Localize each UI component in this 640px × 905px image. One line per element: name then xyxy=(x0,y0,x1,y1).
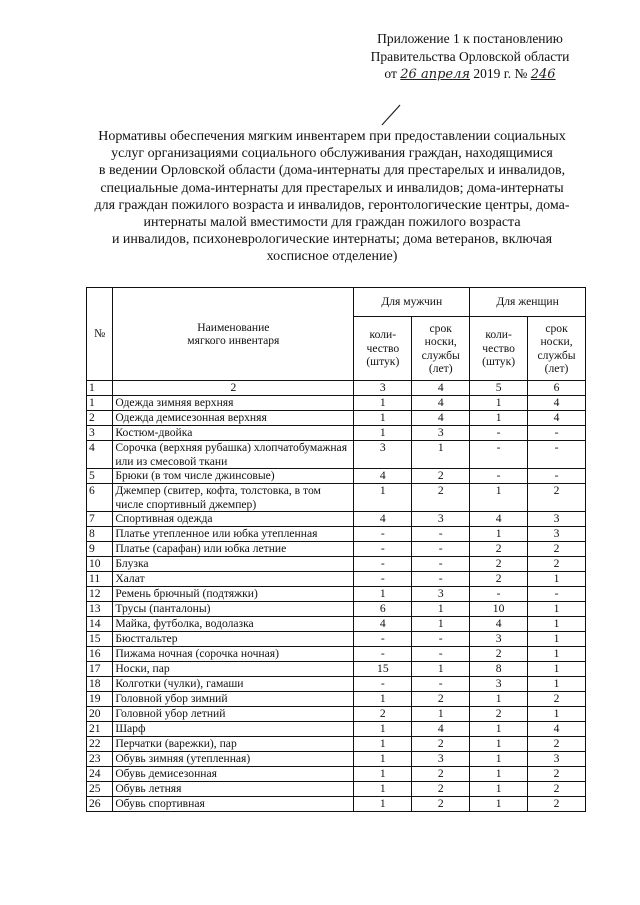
men-quantity: 1 xyxy=(354,767,412,782)
women-term: 2 xyxy=(528,557,586,572)
number-handwritten: 246 xyxy=(530,67,556,82)
row-number: 4 xyxy=(87,441,113,469)
men-term: 1 xyxy=(412,602,470,617)
table-row xyxy=(87,396,586,411)
item-name: Бюстгальтер xyxy=(113,632,354,647)
column-index-cell: 1 xyxy=(87,381,113,396)
title-line: хосписное отделение) xyxy=(266,249,398,265)
column-index-cell: 3 xyxy=(354,381,412,396)
women-term: 3 xyxy=(528,512,586,527)
table-row xyxy=(87,707,586,722)
women-quantity: 1 xyxy=(470,527,528,542)
row-number: 14 xyxy=(87,617,113,632)
row-number: 17 xyxy=(87,662,113,677)
item-name: Брюки (в том числе джинсовые) xyxy=(113,469,354,484)
men-quantity: - xyxy=(354,647,412,662)
row-number: 26 xyxy=(87,797,113,812)
norms-table xyxy=(86,287,586,812)
item-name: Одежда зимняя верхняя xyxy=(113,396,354,411)
header-men-term: срок носки, службы (лет) xyxy=(412,317,470,381)
women-quantity: 1 xyxy=(470,484,528,512)
men-term: 1 xyxy=(412,617,470,632)
men-term: 3 xyxy=(412,426,470,441)
title-line: Нормативы обеспечения мягким инвентарем при предоставлении социальных xyxy=(98,129,566,144)
table-row xyxy=(87,797,586,812)
date-year: 2019 г. № xyxy=(473,66,528,81)
item-name: Платье утепленное или юбка утепленная xyxy=(113,527,354,542)
men-term: - xyxy=(412,572,470,587)
row-number: 1 xyxy=(87,396,113,411)
women-quantity: 1 xyxy=(470,722,528,737)
women-term: 2 xyxy=(528,542,586,557)
row-number: 23 xyxy=(87,752,113,767)
item-name: Сорочка (верхняя рубашка) хлопчатобумажная или из смесовой ткани xyxy=(113,441,354,469)
men-term: - xyxy=(412,647,470,662)
men-term: 2 xyxy=(412,782,470,797)
women-quantity: - xyxy=(470,441,528,469)
women-quantity: 8 xyxy=(470,662,528,677)
men-term: 4 xyxy=(412,722,470,737)
title-line: для граждан пожилого возраста и инвалидов, геронтологические центры, дома- xyxy=(94,197,570,213)
women-term: 1 xyxy=(528,647,586,662)
title-line: специальные дома-интернаты для престарелых и инвалидов; дома-интернаты xyxy=(100,180,564,196)
women-term: 2 xyxy=(528,737,586,752)
appendix-header xyxy=(340,30,600,84)
column-index-cell: 5 xyxy=(470,381,528,396)
women-quantity: 10 xyxy=(470,602,528,617)
row-number: 15 xyxy=(87,632,113,647)
row-number: 3 xyxy=(87,426,113,441)
item-name: Одежда демисезонная верхняя xyxy=(113,411,354,426)
men-quantity: 15 xyxy=(354,662,412,677)
men-term: 3 xyxy=(412,512,470,527)
item-name: Джемпер (свитер, кофта, толстовка, в том числе спортивный джемпер) xyxy=(113,484,354,512)
men-quantity: 1 xyxy=(354,692,412,707)
women-term: 1 xyxy=(528,617,586,632)
women-quantity: 2 xyxy=(470,647,528,662)
women-quantity: 1 xyxy=(470,782,528,797)
men-term: 2 xyxy=(412,797,470,812)
men-term: 4 xyxy=(412,411,470,426)
row-number: 12 xyxy=(87,587,113,602)
header-num: № xyxy=(87,288,113,381)
table-row xyxy=(87,602,586,617)
women-term: - xyxy=(528,469,586,484)
table-row xyxy=(87,677,586,692)
table-row xyxy=(87,587,586,602)
women-term: - xyxy=(528,426,586,441)
women-term: 1 xyxy=(528,662,586,677)
women-term: 1 xyxy=(528,602,586,617)
table-row xyxy=(87,542,586,557)
women-term: 2 xyxy=(528,484,586,512)
header-men-qty: коли- чество (штук) xyxy=(354,317,412,381)
table-row xyxy=(87,572,586,587)
women-quantity: 1 xyxy=(470,411,528,426)
women-quantity: - xyxy=(470,587,528,602)
men-quantity: 4 xyxy=(354,469,412,484)
men-term: - xyxy=(412,527,470,542)
men-quantity: 3 xyxy=(354,441,412,469)
men-term: 1 xyxy=(412,707,470,722)
table-row xyxy=(87,782,586,797)
women-quantity: - xyxy=(470,469,528,484)
women-term: 4 xyxy=(528,396,586,411)
item-name: Спортивная одежда xyxy=(113,512,354,527)
men-quantity: 1 xyxy=(354,782,412,797)
title-line: в ведении Орловской области (дома-интернаты для престарелых и инвалидов, xyxy=(98,163,566,179)
women-quantity: 1 xyxy=(470,737,528,752)
men-quantity: 1 xyxy=(354,737,412,752)
row-number: 13 xyxy=(87,602,113,617)
table-row xyxy=(87,441,586,469)
item-name: Блузка xyxy=(113,557,354,572)
item-name: Трусы (панталоны) xyxy=(113,602,354,617)
men-term: 1 xyxy=(412,441,470,469)
row-number: 24 xyxy=(87,767,113,782)
women-quantity: 4 xyxy=(470,617,528,632)
row-number: 7 xyxy=(87,512,113,527)
men-term: 3 xyxy=(412,752,470,767)
men-quantity: 1 xyxy=(354,797,412,812)
appendix-date-line xyxy=(340,65,600,84)
women-term: 2 xyxy=(528,797,586,812)
item-name: Платье (сарафан) или юбка летние xyxy=(113,542,354,557)
men-quantity: - xyxy=(354,677,412,692)
item-name: Пижама ночная (сорочка ночная) xyxy=(113,647,354,662)
header-women-qty: коли- чество (штук) xyxy=(470,317,528,381)
men-term: - xyxy=(412,677,470,692)
men-term: 2 xyxy=(412,737,470,752)
date-prefix: от xyxy=(384,66,397,81)
women-quantity: 2 xyxy=(470,572,528,587)
men-term: 1 xyxy=(412,662,470,677)
women-term: 1 xyxy=(528,707,586,722)
men-term: 2 xyxy=(412,692,470,707)
men-quantity: - xyxy=(354,557,412,572)
men-quantity: - xyxy=(354,527,412,542)
date-handwritten: 26 апреля xyxy=(400,67,470,82)
women-term: 2 xyxy=(528,692,586,707)
table-row xyxy=(87,484,586,512)
men-term: - xyxy=(412,632,470,647)
women-term: 4 xyxy=(528,722,586,737)
item-name: Обувь летняя xyxy=(113,782,354,797)
women-term: - xyxy=(528,441,586,469)
header-women-term: срок носки, службы (лет) xyxy=(528,317,586,381)
men-term: 3 xyxy=(412,587,470,602)
item-name: Шарф xyxy=(113,722,354,737)
column-index-row xyxy=(87,381,586,396)
table-row xyxy=(87,722,586,737)
men-quantity: 1 xyxy=(354,752,412,767)
item-name: Костюм-двойка xyxy=(113,426,354,441)
header-name: Наименование мягкого инвентаря xyxy=(113,288,354,381)
row-number: 2 xyxy=(87,411,113,426)
column-index-cell: 6 xyxy=(528,381,586,396)
women-term: 2 xyxy=(528,767,586,782)
women-quantity: 3 xyxy=(470,632,528,647)
men-quantity: 6 xyxy=(354,602,412,617)
row-number: 19 xyxy=(87,692,113,707)
men-term: 2 xyxy=(412,484,470,512)
appendix-line-1: Приложение 1 к постановлению xyxy=(377,31,563,46)
women-term: 4 xyxy=(528,411,586,426)
men-quantity: 4 xyxy=(354,617,412,632)
men-term: 2 xyxy=(412,469,470,484)
row-number: 16 xyxy=(87,647,113,662)
table-row xyxy=(87,411,586,426)
men-quantity: - xyxy=(354,572,412,587)
item-name: Головной убор зимний xyxy=(113,692,354,707)
women-term: 3 xyxy=(528,527,586,542)
women-quantity: 2 xyxy=(470,557,528,572)
men-term: 2 xyxy=(412,767,470,782)
item-name: Перчатки (варежки), пар xyxy=(113,737,354,752)
table-row xyxy=(87,426,586,441)
item-name: Обувь зимняя (утепленная) xyxy=(113,752,354,767)
women-term: 1 xyxy=(528,572,586,587)
table-row xyxy=(87,662,586,677)
men-quantity: 1 xyxy=(354,411,412,426)
row-number: 20 xyxy=(87,707,113,722)
men-quantity: 1 xyxy=(354,587,412,602)
women-term: 1 xyxy=(528,677,586,692)
men-quantity: 1 xyxy=(354,484,412,512)
table-row xyxy=(87,647,586,662)
title-line: и инвалидов, психоневрологические интернаты; дома ветеранов, включая xyxy=(111,232,553,248)
item-name: Майка, футболка, водолазка xyxy=(113,617,354,632)
appendix-line-2: Правительства Орловской области xyxy=(370,48,570,64)
title-line: услуг организациями социального обслуживания граждан, находящимися xyxy=(111,146,553,162)
men-quantity: 2 xyxy=(354,707,412,722)
table-row xyxy=(87,737,586,752)
row-number: 8 xyxy=(87,527,113,542)
women-term: 3 xyxy=(528,752,586,767)
row-number: 11 xyxy=(87,572,113,587)
men-quantity: - xyxy=(354,632,412,647)
row-number: 22 xyxy=(87,737,113,752)
row-number: 5 xyxy=(87,469,113,484)
women-quantity: 1 xyxy=(470,752,528,767)
table-row xyxy=(87,752,586,767)
table-row xyxy=(87,692,586,707)
item-name: Халат xyxy=(113,572,354,587)
men-quantity: 1 xyxy=(354,426,412,441)
header-men: Для мужчин xyxy=(354,288,470,317)
women-quantity: 1 xyxy=(470,797,528,812)
women-term: - xyxy=(528,587,586,602)
men-term: - xyxy=(412,557,470,572)
item-name: Колготки (чулки), гамаши xyxy=(113,677,354,692)
item-name: Обувь спортивная xyxy=(113,797,354,812)
table-row xyxy=(87,617,586,632)
column-index-cell: 2 xyxy=(113,381,354,396)
row-number: 21 xyxy=(87,722,113,737)
table-row xyxy=(87,527,586,542)
men-term: - xyxy=(412,542,470,557)
column-index-cell: 4 xyxy=(412,381,470,396)
row-number: 10 xyxy=(87,557,113,572)
women-term: 2 xyxy=(528,782,586,797)
men-quantity: 1 xyxy=(354,722,412,737)
women-term: 1 xyxy=(528,632,586,647)
item-name: Носки, пар xyxy=(113,662,354,677)
item-name: Головной убор летний xyxy=(113,707,354,722)
women-quantity: 1 xyxy=(470,692,528,707)
women-quantity: - xyxy=(470,426,528,441)
item-name: Ремень брючный (подтяжки) xyxy=(113,587,354,602)
men-quantity: 1 xyxy=(354,396,412,411)
item-name: Обувь демисезонная xyxy=(113,767,354,782)
women-quantity: 4 xyxy=(470,512,528,527)
table-row xyxy=(87,767,586,782)
women-quantity: 2 xyxy=(470,707,528,722)
title-line: интернаты малой вместимости для граждан пожилого возраста xyxy=(143,215,521,231)
table-row xyxy=(87,557,586,572)
men-quantity: 4 xyxy=(354,512,412,527)
pen-stroke-mark xyxy=(378,104,408,126)
women-quantity: 3 xyxy=(470,677,528,692)
women-quantity: 2 xyxy=(470,542,528,557)
table-row xyxy=(87,632,586,647)
row-number: 18 xyxy=(87,677,113,692)
row-number: 6 xyxy=(87,484,113,512)
women-quantity: 1 xyxy=(470,767,528,782)
men-term: 4 xyxy=(412,396,470,411)
table-row xyxy=(87,512,586,527)
row-number: 25 xyxy=(87,782,113,797)
row-number: 9 xyxy=(87,542,113,557)
document-title xyxy=(72,128,592,266)
header-women: Для женщин xyxy=(470,288,586,317)
table-row xyxy=(87,469,586,484)
women-quantity: 1 xyxy=(470,396,528,411)
men-quantity: - xyxy=(354,542,412,557)
